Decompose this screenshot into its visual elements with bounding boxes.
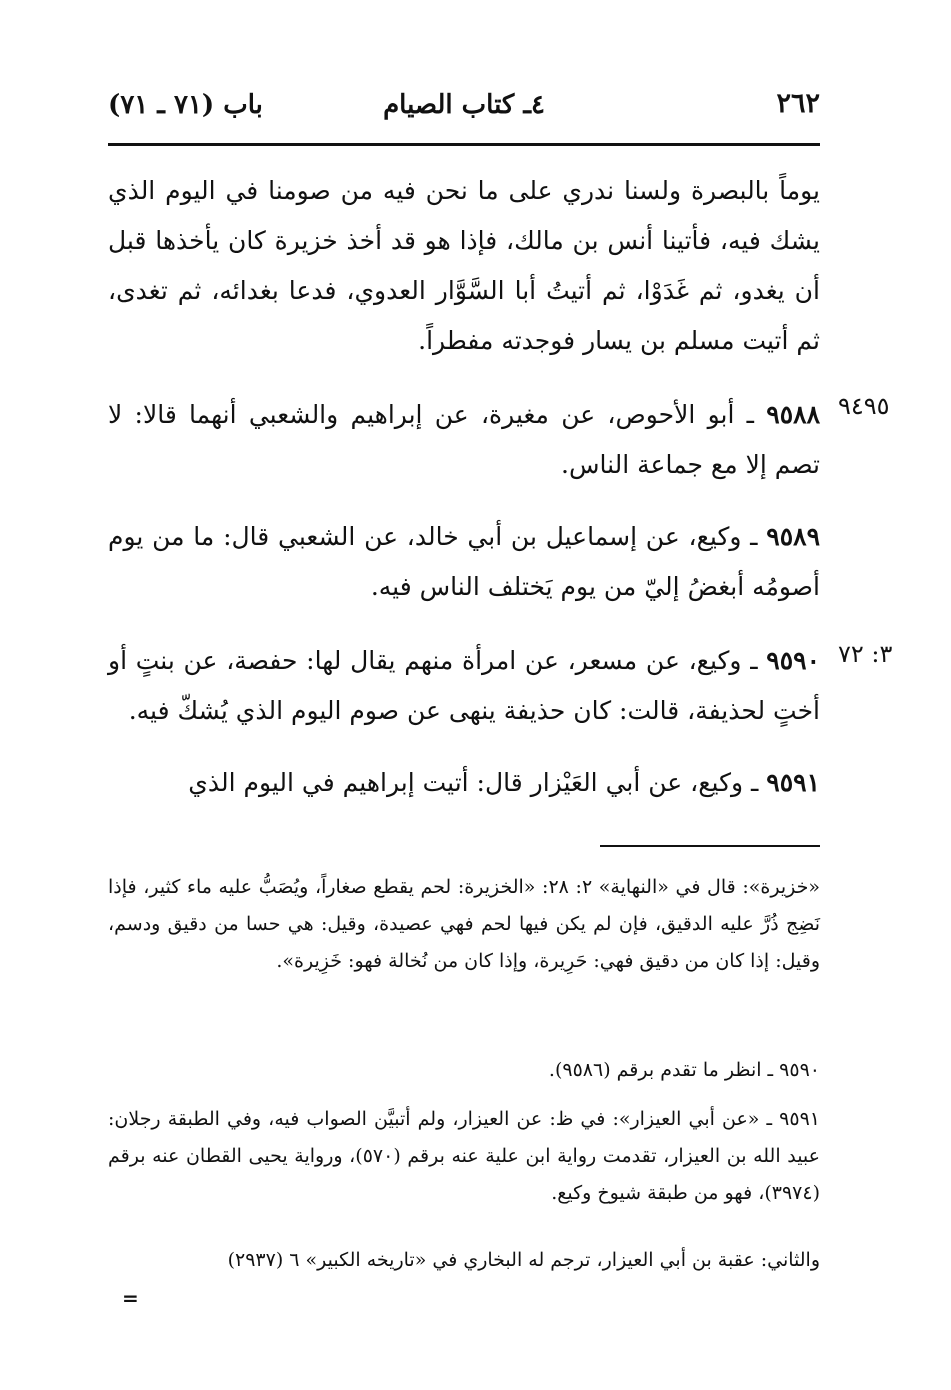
hadith-text: ـ أبو الأحوص، عن مغيرة، عن إبراهيم والشعبي أنهما قالا: لا تصم إلا مع جماعة الناس.	[108, 400, 820, 479]
margin-reference: ٣: ٧٢	[838, 640, 893, 668]
footnote-khazira: «خزيرة»: قال في «النهاية» ٢: ٢٨: «الخزيرة: لحم يقطع صغاراً، ويُصَبُّ عليه ماء كثير، فإذا نَضِج ذُرَّ عليه الدقيق، فإن لم يكن فيها لحم فهي عصيدة، وقيل: هي حسا من دقيق ودسم، وقيل: إذا كان من دقيق فهي: حَرِيرة، وإذا كان من نُخالة فهو: خَزِيرة».	[108, 876, 820, 972]
footnote-9591: ٩٥٩١ ـ «عن أبي العيزار»: في ظ: عن العيزار، ولم أتبيَّن الصواب فيه، وفي الطبقة رجلان: عبيد الله بن العيزار، تقدمت رواية ابن علية عنه برقم (٥٧٠)، ورواية يحيى القطان عنه برقم (٣٩٧٤)، فهو من طبقة شيوخ وكيع.	[108, 1108, 820, 1204]
page-number: ٢٦٢	[776, 88, 820, 119]
hadith-number: ٩٥٩١	[766, 768, 820, 797]
footnote-9591-continued: والثاني: عقبة بن أبي العيزار، ترجم له البخاري في «تاريخه الكبير» ٦ (٢٩٣٧)	[227, 1249, 820, 1271]
hadith-text: ـ وكيع، عن إسماعيل بن أبي خالد، عن الشعبي قال: ما من يوم أصومُه أبغضُ إليّ من يوم يَختلف الناس فيه.	[108, 522, 820, 601]
continuation-paragraph: يوماً بالبصرة ولسنا ندري على ما نحن فيه من صومنا في اليوم الذي يشك فيه، فأتينا أنس بن مالك، فإذا هو قد أخذ خزيرة كان يأخذها قبل أن يغدو، ثم غَدَوْا، ثم أتيتُ أبا السَّوَّار العدوي، فدعا بغدائه، ثم تغدى، ثم أتيت مسلم بن يسار فوجدته مفطراً.	[108, 176, 820, 355]
hadith-text: ـ وكيع، عن أبي العَيْزار قال: أتيت إبراهيم في اليوم الذي	[188, 768, 759, 797]
chapter-title: باب (٧١ ـ ٧١)	[108, 90, 263, 120]
hadith-9590	[108, 636, 820, 736]
hadith-9589	[108, 512, 820, 612]
header-rule	[108, 143, 820, 146]
hadith-number: ٩٥٩٠	[766, 646, 820, 675]
hadith-9591	[108, 758, 820, 808]
hadith-9588	[108, 390, 820, 490]
hadith-number: ٩٥٨٨	[766, 400, 820, 429]
running-header	[108, 88, 820, 130]
footnote-rule	[600, 845, 820, 847]
footnote-9590: ٩٥٩٠ ـ انظر ما تقدم برقم (٩٥٨٦).	[548, 1059, 820, 1081]
book-title: ٤ـ كتاب الصيام	[383, 90, 545, 120]
hadith-number: ٩٥٨٩	[766, 522, 820, 551]
continuation-mark: =	[122, 1286, 139, 1310]
hadith-text: ـ وكيع، عن مسعر، عن امرأة منهم يقال لها: حفصة، عن بنتٍ أو أختٍ لحذيفة، قالت: كان حذيفة ينهى عن صوم اليوم الذي يُشكّ فيه.	[108, 646, 820, 725]
margin-reference: ٩٤٩٥	[838, 392, 890, 420]
